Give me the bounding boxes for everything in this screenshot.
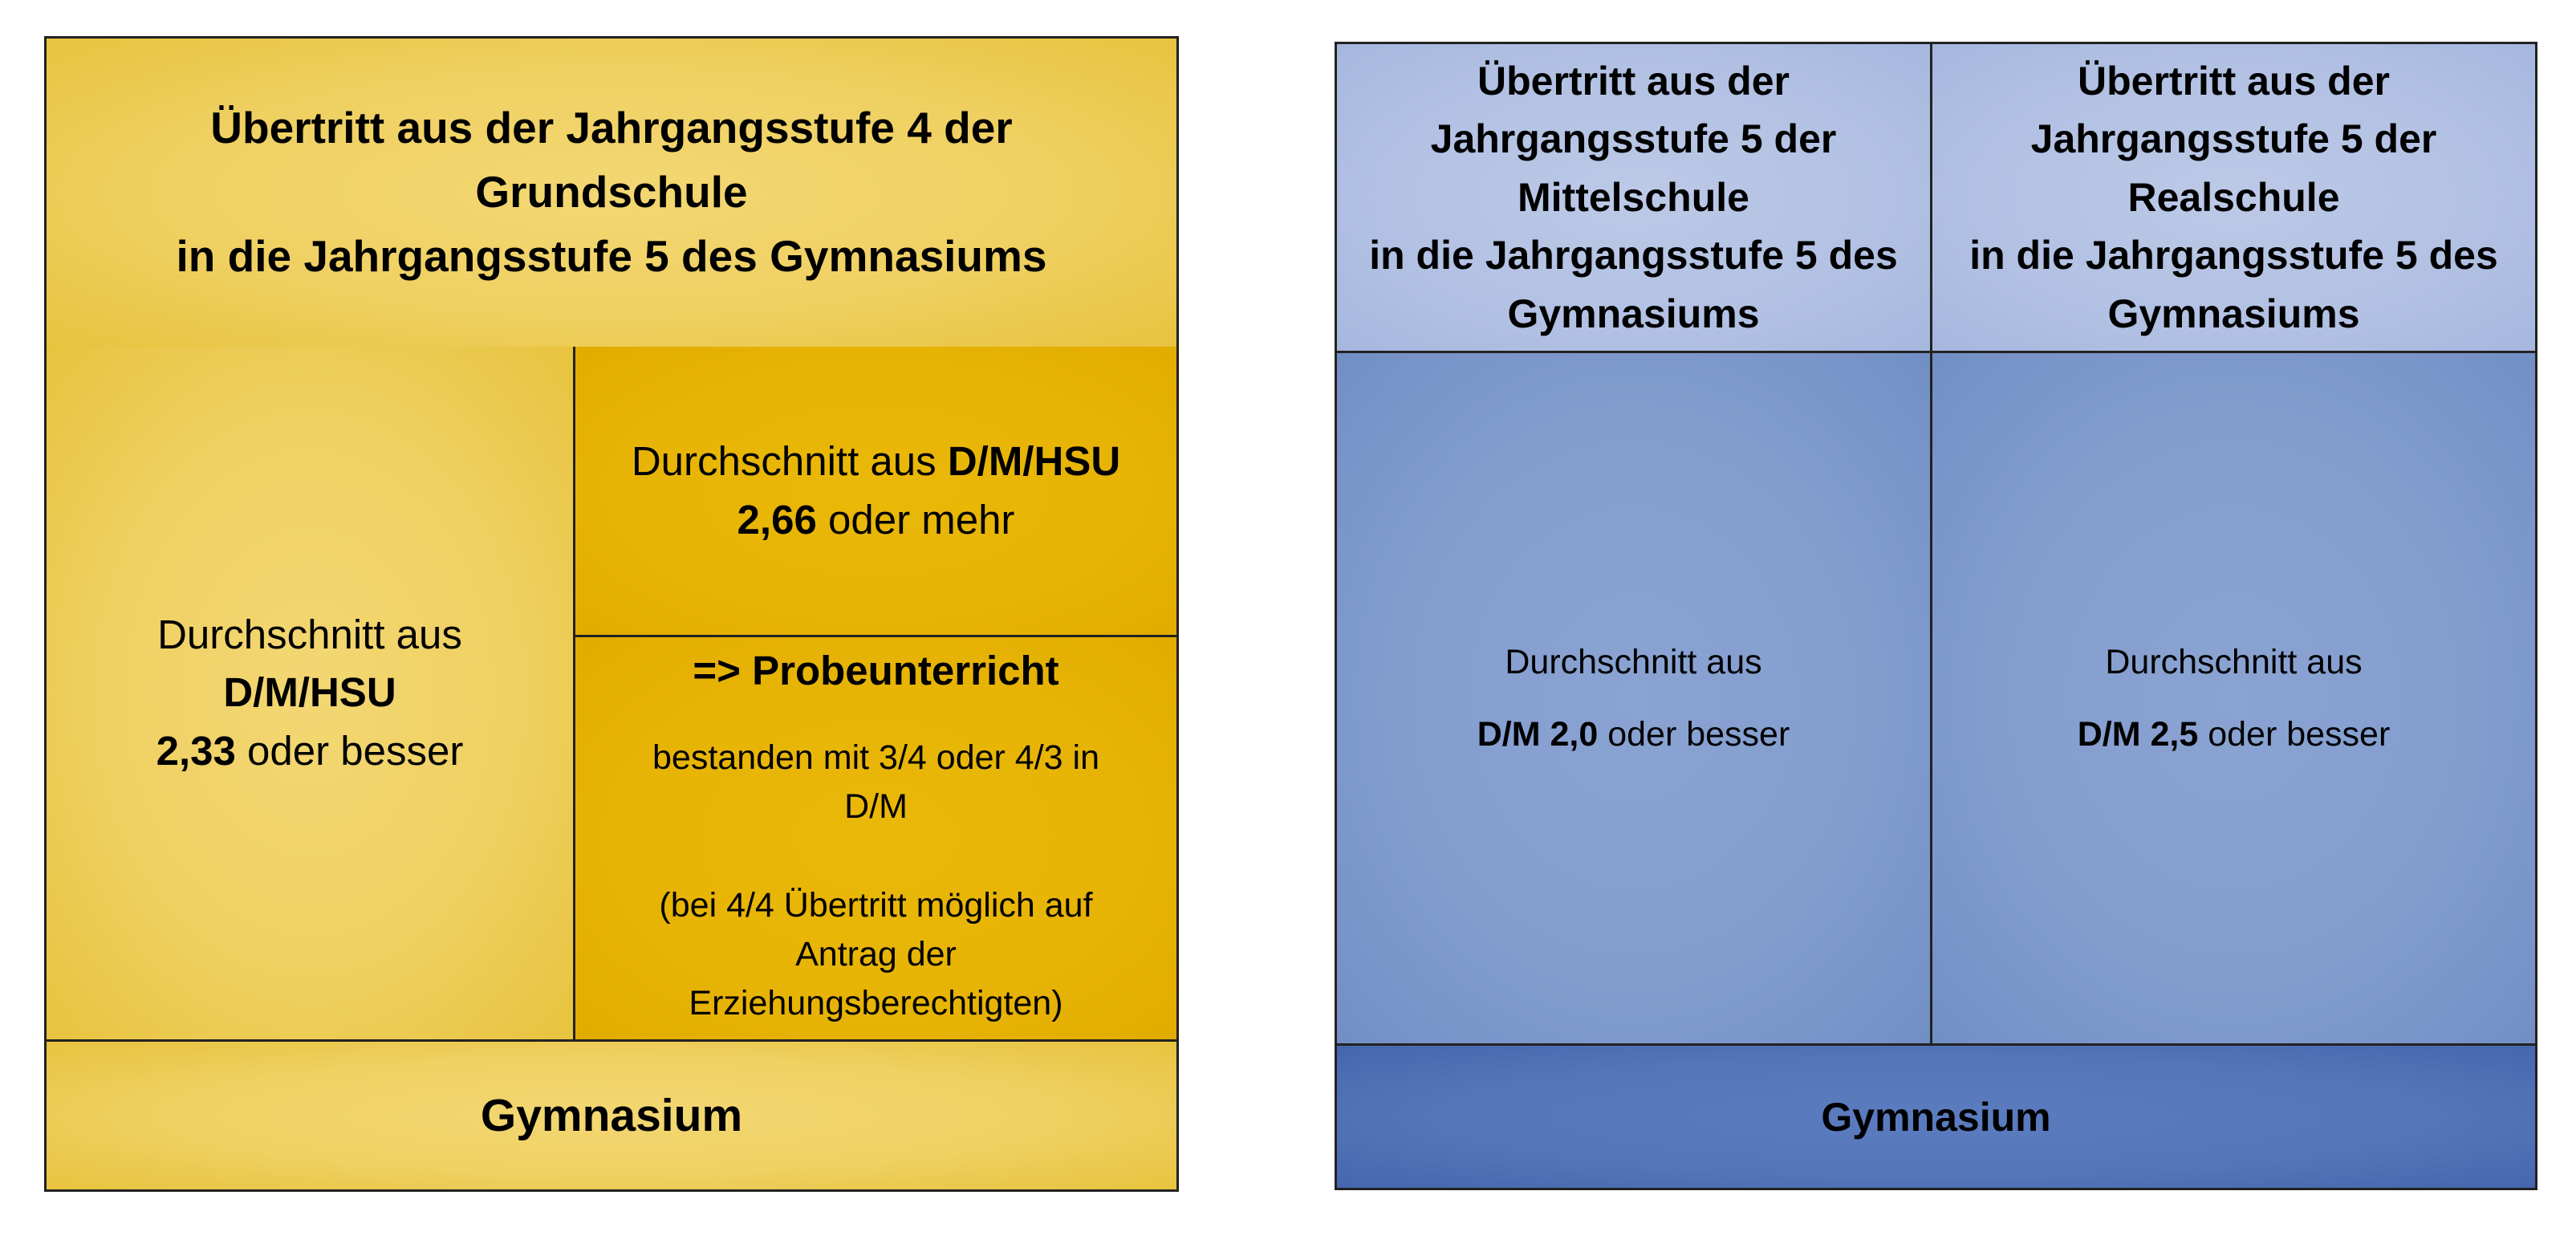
secondary-footer-gymnasium xyxy=(1335,1043,2537,1190)
probe-condition-subjects: D/M/HSU xyxy=(947,438,1121,485)
realschule-criterion-grade: D/M 2,5 xyxy=(2077,714,2199,754)
realschule-criterion-suffix: oder besser xyxy=(2198,714,2391,754)
mittelschule-header-line2: Jahrgangsstufe 5 der xyxy=(1430,116,1837,162)
grundschule-header-line2: Grundschule xyxy=(475,167,748,217)
mittelschule-criterion-grade: D/M 2,0 xyxy=(1477,714,1599,754)
realschule-criterion xyxy=(1930,351,2537,1046)
probeunterricht-title: => Probeunterricht xyxy=(693,648,1059,693)
direct-transfer-grade: 2,33 xyxy=(156,727,236,774)
grundschule-header-line1: Übertritt aus der Jahrgangsstufe 4 der xyxy=(210,103,1013,153)
grundschule-footer-gymnasium xyxy=(44,1039,1179,1192)
mittelschule-criterion xyxy=(1335,351,1932,1046)
grundschule-header-line3: in die Jahrgangsstufe 5 des Gymnasiums xyxy=(176,230,1047,281)
direct-transfer-label: Durchschnitt aus xyxy=(157,611,462,657)
probe-note-line1: (bei 4/4 Übertritt möglich auf xyxy=(659,885,1093,925)
realschule-criterion-label: Durchschnitt aus xyxy=(2105,642,2363,681)
probeunterricht-box xyxy=(573,635,1179,1042)
probe-condition-label: Durchschnitt aus xyxy=(631,438,948,485)
mittelschule-header-line4: in die Jahrgangsstufe 5 des xyxy=(1369,233,1898,278)
realschule-header-line2: Jahrgangsstufe 5 der xyxy=(2030,116,2437,162)
realschule-header-line5: Gymnasiums xyxy=(2107,291,2360,336)
direct-transfer-criterion xyxy=(44,347,575,1042)
direct-transfer-subjects: D/M/HSU xyxy=(223,669,396,716)
realschule-header-line1: Übertritt aus der xyxy=(2078,58,2390,104)
direct-transfer-suffix: oder besser xyxy=(235,727,464,774)
secondary-footer-label: Gymnasium xyxy=(1821,1094,2051,1140)
realschule-header-line3: Realschule xyxy=(2127,174,2340,220)
probe-condition-suffix: oder mehr xyxy=(816,496,1015,543)
realschule-header xyxy=(1930,42,2537,353)
probe-passed-line1: bestanden mit 3/4 oder 4/3 in xyxy=(652,738,1099,778)
mittelschule-header-line3: Mittelschule xyxy=(1518,174,1749,220)
mittelschule-header-line1: Übertritt aus der xyxy=(1477,58,1790,104)
probe-condition-grade: 2,66 xyxy=(737,496,817,543)
probe-passed-line2: D/M xyxy=(844,787,908,827)
mittelschule-criterion-suffix: oder besser xyxy=(1598,714,1790,754)
grundschule-header xyxy=(44,36,1179,349)
grundschule-footer-label: Gymnasium xyxy=(480,1090,743,1141)
probe-note-line2: Antrag der xyxy=(795,934,957,974)
realschule-header-line4: in die Jahrgangsstufe 5 des xyxy=(1969,233,2498,278)
mittelschule-criterion-label: Durchschnitt aus xyxy=(1505,642,1762,681)
mittelschule-header-line5: Gymnasiums xyxy=(1507,291,1760,336)
mittelschule-header xyxy=(1335,42,1932,353)
probe-condition xyxy=(573,347,1179,637)
probe-note-line3: Erziehungsberechtigten) xyxy=(689,983,1063,1022)
